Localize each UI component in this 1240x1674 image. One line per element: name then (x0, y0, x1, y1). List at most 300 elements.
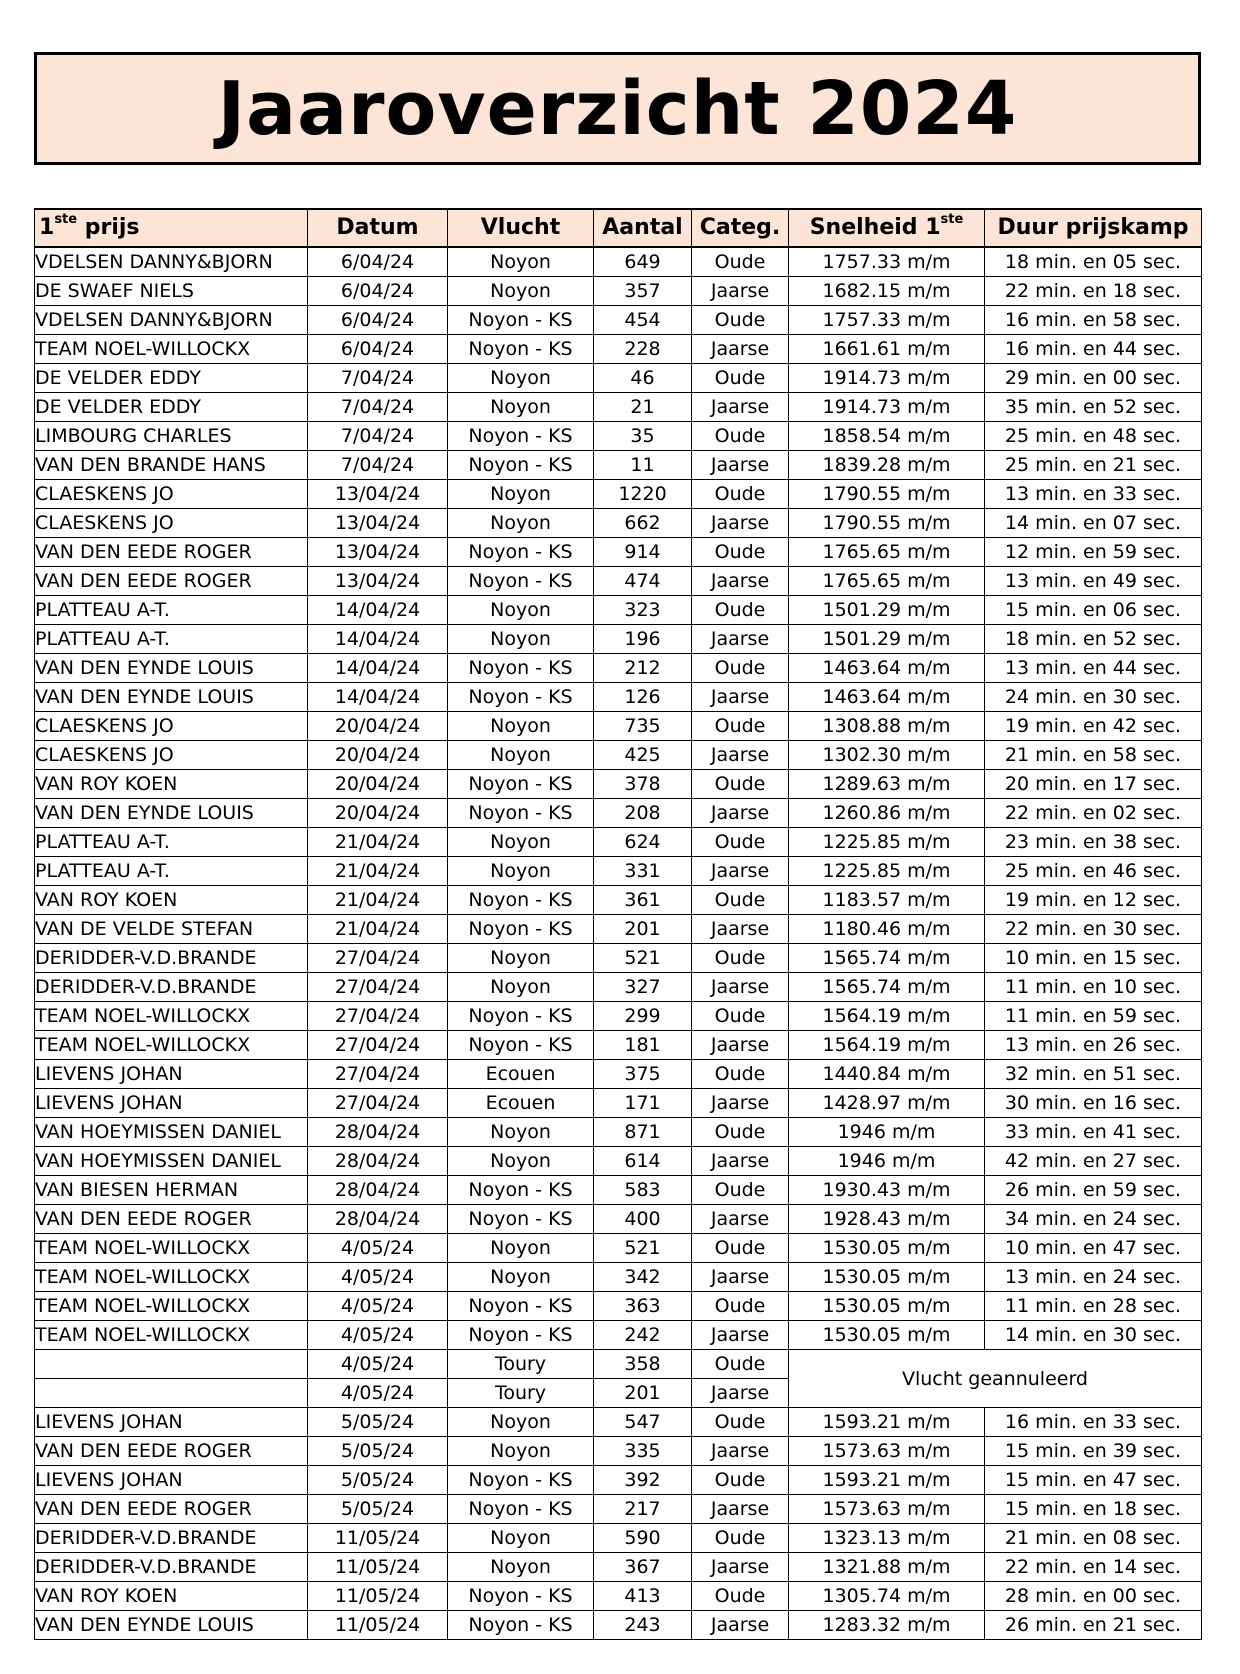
row-name: CLAESKENS JO (35, 712, 308, 741)
table-row (35, 683, 1202, 712)
row-count: 378 (594, 770, 692, 799)
row-category: Oude (692, 1292, 789, 1321)
row-flight: Noyon - KS (448, 422, 594, 451)
row-speed: 1289.63 m/m (789, 770, 985, 799)
table-row (35, 1205, 1202, 1234)
row-name: CLAESKENS JO (35, 509, 308, 538)
row-name: TEAM NOEL-WILLOCKX (35, 1321, 308, 1350)
row-name: TEAM NOEL-WILLOCKX (35, 1234, 308, 1263)
row-speed: 1308.88 m/m (789, 712, 985, 741)
header-date: Datum (308, 209, 448, 247)
row-category: Oude (692, 247, 789, 277)
row-duration: 14 min. en 30 sec. (985, 1321, 1202, 1350)
row-date: 5/05/24 (308, 1466, 448, 1495)
row-count: 662 (594, 509, 692, 538)
row-count: 361 (594, 886, 692, 915)
table-row (35, 247, 1202, 277)
row-duration: 16 min. en 33 sec. (985, 1408, 1202, 1437)
row-count: 590 (594, 1524, 692, 1553)
row-flight: Noyon (448, 1408, 594, 1437)
row-category: Oude (692, 828, 789, 857)
row-speed: 1757.33 m/m (789, 247, 985, 277)
row-flight: Noyon (448, 1147, 594, 1176)
row-name: VAN HOEYMISSEN DANIEL (35, 1118, 308, 1147)
row-date: 11/05/24 (308, 1553, 448, 1582)
row-flight: Noyon - KS (448, 306, 594, 335)
row-name: LIMBOURG CHARLES (35, 422, 308, 451)
row-category: Oude (692, 1408, 789, 1437)
table-row (35, 857, 1202, 886)
row-date: 27/04/24 (308, 973, 448, 1002)
row-duration: 14 min. en 07 sec. (985, 509, 1202, 538)
row-speed: 1573.63 m/m (789, 1437, 985, 1466)
row-duration: 13 min. en 44 sec. (985, 654, 1202, 683)
row-date: 20/04/24 (308, 770, 448, 799)
table-row (35, 364, 1202, 393)
row-name: VAN BIESEN HERMAN (35, 1176, 308, 1205)
row-flight: Noyon - KS (448, 1205, 594, 1234)
row-count: 425 (594, 741, 692, 770)
row-duration: 22 min. en 30 sec. (985, 915, 1202, 944)
row-speed: 1530.05 m/m (789, 1263, 985, 1292)
row-speed: 1565.74 m/m (789, 944, 985, 973)
table-row (35, 1321, 1202, 1350)
row-flight: Noyon (448, 1263, 594, 1292)
table-row (35, 1495, 1202, 1524)
header-first-prize: 1ste prijs (35, 209, 308, 247)
row-speed: 1946 m/m (789, 1118, 985, 1147)
row-duration: 13 min. en 26 sec. (985, 1031, 1202, 1060)
row-name: TEAM NOEL-WILLOCKX (35, 1031, 308, 1060)
table-row (35, 915, 1202, 944)
row-category: Oude (692, 712, 789, 741)
row-category: Oude (692, 1524, 789, 1553)
row-category: Oude (692, 1176, 789, 1205)
row-flight: Noyon (448, 509, 594, 538)
row-speed: 1463.64 m/m (789, 683, 985, 712)
row-count: 871 (594, 1118, 692, 1147)
table-row (35, 567, 1202, 596)
row-duration: 15 min. en 06 sec. (985, 596, 1202, 625)
row-count: 35 (594, 422, 692, 451)
row-count: 11 (594, 451, 692, 480)
row-date: 28/04/24 (308, 1118, 448, 1147)
row-name: VDELSEN DANNY&BJORN (35, 247, 308, 277)
row-category: Jaarse (692, 683, 789, 712)
row-name: DE SWAEF NIELS (35, 277, 308, 306)
row-category: Jaarse (692, 277, 789, 306)
row-category: Oude (692, 596, 789, 625)
row-duration: 22 min. en 18 sec. (985, 277, 1202, 306)
table-row (35, 1437, 1202, 1466)
table-row (35, 1466, 1202, 1495)
row-count: 649 (594, 247, 692, 277)
row-count: 243 (594, 1611, 692, 1640)
row-duration: 26 min. en 21 sec. (985, 1611, 1202, 1640)
title-banner (34, 52, 1201, 165)
row-duration: 25 min. en 48 sec. (985, 422, 1202, 451)
row-name: VAN DEN EYNDE LOUIS (35, 683, 308, 712)
row-count: 299 (594, 1002, 692, 1031)
row-date: 21/04/24 (308, 857, 448, 886)
row-date: 28/04/24 (308, 1205, 448, 1234)
row-date: 27/04/24 (308, 1002, 448, 1031)
row-category: Jaarse (692, 799, 789, 828)
row-date: 7/04/24 (308, 393, 448, 422)
row-date: 5/05/24 (308, 1495, 448, 1524)
row-category: Oude (692, 364, 789, 393)
row-count: 46 (594, 364, 692, 393)
row-speed: 1765.65 m/m (789, 567, 985, 596)
row-category: Jaarse (692, 1263, 789, 1292)
table-row (35, 625, 1202, 654)
row-count: 342 (594, 1263, 692, 1292)
results-table (34, 208, 1202, 1640)
row-date: 13/04/24 (308, 567, 448, 596)
row-flight: Noyon (448, 857, 594, 886)
row-count: 208 (594, 799, 692, 828)
row-flight: Noyon (448, 625, 594, 654)
table-row (35, 1234, 1202, 1263)
row-date: 13/04/24 (308, 509, 448, 538)
row-speed: 1428.97 m/m (789, 1089, 985, 1118)
table-row (35, 596, 1202, 625)
row-speed: 1305.74 m/m (789, 1582, 985, 1611)
row-category: Oude (692, 306, 789, 335)
row-category: Jaarse (692, 973, 789, 1002)
row-category: Jaarse (692, 1205, 789, 1234)
row-category: Oude (692, 1060, 789, 1089)
row-duration: 26 min. en 59 sec. (985, 1176, 1202, 1205)
row-name: CLAESKENS JO (35, 741, 308, 770)
row-duration: 16 min. en 44 sec. (985, 335, 1202, 364)
row-duration: 35 min. en 52 sec. (985, 393, 1202, 422)
row-speed: 1593.21 m/m (789, 1466, 985, 1495)
row-category: Oude (692, 1350, 789, 1379)
row-category: Oude (692, 1234, 789, 1263)
row-speed: 1682.15 m/m (789, 277, 985, 306)
row-flight: Noyon - KS (448, 567, 594, 596)
row-date: 4/05/24 (308, 1234, 448, 1263)
row-speed: 1260.86 m/m (789, 799, 985, 828)
row-name: VAN ROY KOEN (35, 770, 308, 799)
table-row (35, 480, 1202, 509)
row-flight: Noyon - KS (448, 538, 594, 567)
row-flight: Noyon - KS (448, 1321, 594, 1350)
row-name: DE VELDER EDDY (35, 393, 308, 422)
row-flight: Noyon - KS (448, 770, 594, 799)
row-flight: Noyon - KS (448, 654, 594, 683)
row-flight: Toury (448, 1350, 594, 1379)
row-category: Jaarse (692, 1553, 789, 1582)
row-count: 228 (594, 335, 692, 364)
row-duration: 32 min. en 51 sec. (985, 1060, 1202, 1089)
row-flight: Noyon (448, 712, 594, 741)
row-count: 614 (594, 1147, 692, 1176)
row-duration: 22 min. en 14 sec. (985, 1553, 1202, 1582)
row-speed: 1839.28 m/m (789, 451, 985, 480)
row-speed: 1930.43 m/m (789, 1176, 985, 1205)
header-flight: Vlucht (448, 209, 594, 247)
row-name: VAN DEN EYNDE LOUIS (35, 799, 308, 828)
row-speed: 1283.32 m/m (789, 1611, 985, 1640)
row-name: PLATTEAU A-T. (35, 828, 308, 857)
row-duration: 22 min. en 02 sec. (985, 799, 1202, 828)
row-flight: Toury (448, 1379, 594, 1408)
row-duration: 15 min. en 47 sec. (985, 1466, 1202, 1495)
row-speed: 1593.21 m/m (789, 1408, 985, 1437)
table-row (35, 1553, 1202, 1582)
row-count: 521 (594, 944, 692, 973)
table-row (35, 538, 1202, 567)
row-flight: Noyon (448, 1234, 594, 1263)
row-date: 11/05/24 (308, 1582, 448, 1611)
row-category: Oude (692, 422, 789, 451)
row-duration: 11 min. en 10 sec. (985, 973, 1202, 1002)
row-speed: 1463.64 m/m (789, 654, 985, 683)
row-date: 11/05/24 (308, 1611, 448, 1640)
header-row (35, 209, 1202, 247)
row-date: 13/04/24 (308, 538, 448, 567)
row-speed: 1530.05 m/m (789, 1234, 985, 1263)
row-name (35, 1379, 308, 1408)
row-date: 21/04/24 (308, 828, 448, 857)
row-duration: 11 min. en 59 sec. (985, 1002, 1202, 1031)
row-name (35, 1350, 308, 1379)
row-name: VAN DEN EYNDE LOUIS (35, 654, 308, 683)
row-name: TEAM NOEL-WILLOCKX (35, 1292, 308, 1321)
row-count: 392 (594, 1466, 692, 1495)
row-flight: Noyon - KS (448, 1466, 594, 1495)
row-date: 20/04/24 (308, 741, 448, 770)
table-row (35, 1582, 1202, 1611)
row-name: LIEVENS JOHAN (35, 1089, 308, 1118)
row-count: 335 (594, 1437, 692, 1466)
row-name: DERIDDER-V.D.BRANDE (35, 1553, 308, 1582)
row-duration: 18 min. en 52 sec. (985, 625, 1202, 654)
row-speed: 1790.55 m/m (789, 509, 985, 538)
row-count: 363 (594, 1292, 692, 1321)
row-date: 11/05/24 (308, 1524, 448, 1553)
table-row (35, 509, 1202, 538)
row-speed: 1530.05 m/m (789, 1321, 985, 1350)
row-date: 6/04/24 (308, 247, 448, 277)
cancelled-note: Vlucht geannuleerd (789, 1350, 1202, 1408)
row-category: Jaarse (692, 451, 789, 480)
row-duration: 29 min. en 00 sec. (985, 364, 1202, 393)
row-date: 7/04/24 (308, 451, 448, 480)
table-row (35, 1263, 1202, 1292)
row-date: 4/05/24 (308, 1350, 448, 1379)
table-row (35, 1350, 1202, 1379)
row-name: VAN DEN EEDE ROGER (35, 1205, 308, 1234)
row-count: 454 (594, 306, 692, 335)
row-date: 5/05/24 (308, 1437, 448, 1466)
row-count: 323 (594, 596, 692, 625)
row-flight: Noyon (448, 247, 594, 277)
row-duration: 19 min. en 42 sec. (985, 712, 1202, 741)
row-flight: Noyon - KS (448, 451, 594, 480)
table-row (35, 1147, 1202, 1176)
row-count: 242 (594, 1321, 692, 1350)
row-count: 331 (594, 857, 692, 886)
row-category: Jaarse (692, 1147, 789, 1176)
row-speed: 1661.61 m/m (789, 335, 985, 364)
table-row (35, 1176, 1202, 1205)
row-count: 375 (594, 1060, 692, 1089)
row-duration: 42 min. en 27 sec. (985, 1147, 1202, 1176)
row-count: 196 (594, 625, 692, 654)
row-flight: Ecouen (448, 1089, 594, 1118)
table-row (35, 422, 1202, 451)
table-row (35, 1524, 1202, 1553)
row-date: 7/04/24 (308, 364, 448, 393)
row-category: Jaarse (692, 625, 789, 654)
row-speed: 1914.73 m/m (789, 364, 985, 393)
row-category: Jaarse (692, 335, 789, 364)
row-speed: 1225.85 m/m (789, 857, 985, 886)
row-name: VAN DE VELDE STEFAN (35, 915, 308, 944)
row-speed: 1565.74 m/m (789, 973, 985, 1002)
row-speed: 1564.19 m/m (789, 1031, 985, 1060)
table-row (35, 306, 1202, 335)
row-name: DERIDDER-V.D.BRANDE (35, 944, 308, 973)
row-count: 1220 (594, 480, 692, 509)
row-duration: 13 min. en 33 sec. (985, 480, 1202, 509)
row-count: 413 (594, 1582, 692, 1611)
table-row (35, 277, 1202, 306)
row-count: 358 (594, 1350, 692, 1379)
row-category: Jaarse (692, 915, 789, 944)
row-name: VAN DEN EEDE ROGER (35, 1437, 308, 1466)
row-duration: 10 min. en 47 sec. (985, 1234, 1202, 1263)
row-category: Oude (692, 1002, 789, 1031)
row-name: LIEVENS JOHAN (35, 1060, 308, 1089)
row-count: 217 (594, 1495, 692, 1524)
row-speed: 1225.85 m/m (789, 828, 985, 857)
table-row (35, 828, 1202, 857)
table-row (35, 712, 1202, 741)
row-date: 28/04/24 (308, 1147, 448, 1176)
row-date: 4/05/24 (308, 1263, 448, 1292)
row-speed: 1765.65 m/m (789, 538, 985, 567)
row-flight: Noyon - KS (448, 799, 594, 828)
row-date: 6/04/24 (308, 306, 448, 335)
table-row (35, 451, 1202, 480)
row-date: 20/04/24 (308, 799, 448, 828)
row-count: 21 (594, 393, 692, 422)
row-speed: 1323.13 m/m (789, 1524, 985, 1553)
row-flight: Noyon - KS (448, 1582, 594, 1611)
table-row (35, 1292, 1202, 1321)
row-category: Jaarse (692, 1031, 789, 1060)
table-row (35, 654, 1202, 683)
row-name: DERIDDER-V.D.BRANDE (35, 973, 308, 1002)
row-duration: 21 min. en 58 sec. (985, 741, 1202, 770)
row-name: VAN ROY KOEN (35, 886, 308, 915)
row-count: 400 (594, 1205, 692, 1234)
row-duration: 13 min. en 49 sec. (985, 567, 1202, 596)
row-duration: 25 min. en 21 sec. (985, 451, 1202, 480)
table-row (35, 886, 1202, 915)
table-row (35, 1060, 1202, 1089)
row-flight: Noyon (448, 480, 594, 509)
row-speed: 1914.73 m/m (789, 393, 985, 422)
row-duration: 30 min. en 16 sec. (985, 1089, 1202, 1118)
row-date: 4/05/24 (308, 1379, 448, 1408)
row-name: TEAM NOEL-WILLOCKX (35, 1002, 308, 1031)
row-duration: 23 min. en 38 sec. (985, 828, 1202, 857)
row-category: Oude (692, 654, 789, 683)
row-duration: 25 min. en 46 sec. (985, 857, 1202, 886)
page-title: Jaaroverzicht 2024 (217, 65, 1018, 152)
row-count: 327 (594, 973, 692, 1002)
row-name: LIEVENS JOHAN (35, 1466, 308, 1495)
table-row (35, 973, 1202, 1002)
row-flight: Noyon (448, 1437, 594, 1466)
row-speed: 1564.19 m/m (789, 1002, 985, 1031)
row-count: 521 (594, 1234, 692, 1263)
table-row (35, 1408, 1202, 1437)
row-speed: 1180.46 m/m (789, 915, 985, 944)
row-duration: 13 min. en 24 sec. (985, 1263, 1202, 1292)
row-flight: Noyon - KS (448, 335, 594, 364)
header-speed: Snelheid 1ste (789, 209, 985, 247)
row-duration: 24 min. en 30 sec. (985, 683, 1202, 712)
row-flight: Noyon - KS (448, 1031, 594, 1060)
table-row (35, 1611, 1202, 1640)
row-count: 914 (594, 538, 692, 567)
row-date: 14/04/24 (308, 625, 448, 654)
header-category: Categ. (692, 209, 789, 247)
table-row (35, 741, 1202, 770)
row-count: 583 (594, 1176, 692, 1205)
table-row (35, 393, 1202, 422)
row-date: 27/04/24 (308, 944, 448, 973)
row-category: Oude (692, 1118, 789, 1147)
row-count: 212 (594, 654, 692, 683)
row-speed: 1530.05 m/m (789, 1292, 985, 1321)
row-category: Jaarse (692, 1611, 789, 1640)
row-flight: Noyon (448, 1524, 594, 1553)
row-date: 14/04/24 (308, 596, 448, 625)
row-duration: 19 min. en 12 sec. (985, 886, 1202, 915)
row-category: Jaarse (692, 857, 789, 886)
row-name: TEAM NOEL-WILLOCKX (35, 335, 308, 364)
row-category: Jaarse (692, 509, 789, 538)
row-date: 27/04/24 (308, 1060, 448, 1089)
row-duration: 21 min. en 08 sec. (985, 1524, 1202, 1553)
row-duration: 18 min. en 05 sec. (985, 247, 1202, 277)
row-speed: 1573.63 m/m (789, 1495, 985, 1524)
row-name: VAN HOEYMISSEN DANIEL (35, 1147, 308, 1176)
row-count: 201 (594, 1379, 692, 1408)
row-flight: Noyon - KS (448, 1002, 594, 1031)
row-flight: Noyon (448, 944, 594, 973)
row-date: 4/05/24 (308, 1292, 448, 1321)
row-name: PLATTEAU A-T. (35, 596, 308, 625)
row-count: 201 (594, 915, 692, 944)
row-category: Oude (692, 538, 789, 567)
row-flight: Noyon (448, 1553, 594, 1582)
row-date: 13/04/24 (308, 480, 448, 509)
row-name: VAN DEN EEDE ROGER (35, 1495, 308, 1524)
row-name: VAN DEN EEDE ROGER (35, 538, 308, 567)
row-flight: Noyon - KS (448, 1292, 594, 1321)
row-name: TEAM NOEL-WILLOCKX (35, 1263, 308, 1292)
row-flight: Noyon (448, 277, 594, 306)
row-date: 28/04/24 (308, 1176, 448, 1205)
